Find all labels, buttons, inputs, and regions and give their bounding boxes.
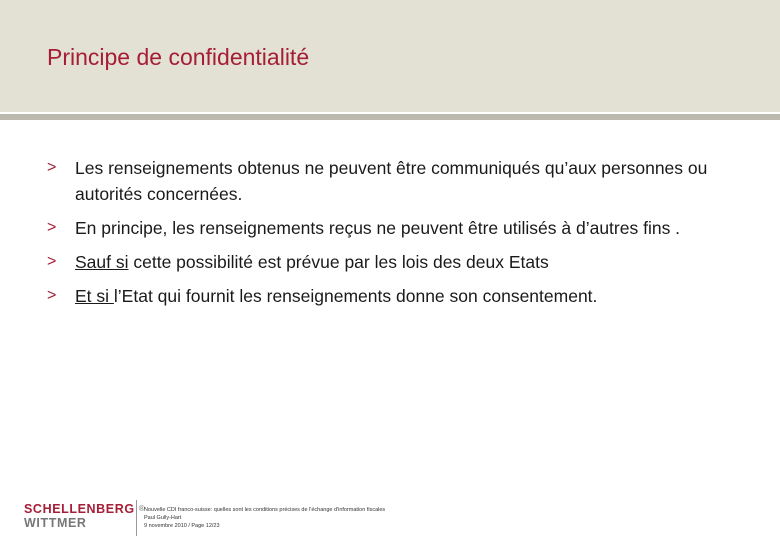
- slide-title: Principe de confidentialité: [47, 44, 310, 70]
- title-bar: [0, 0, 780, 112]
- bullet-item: [47, 249, 747, 275]
- bullet-text: Les renseignements obtenus ne peuvent être communiqués qu’aux personnes ou autorités concernées.: [75, 158, 708, 204]
- bullet-marker: >: [47, 253, 57, 270]
- bullet-item: [47, 215, 747, 241]
- bullet-marker: >: [47, 219, 57, 236]
- footer-text: [144, 506, 385, 530]
- footer-line: 9 novembre 2010 / Page 12/23: [144, 523, 220, 529]
- registered-mark: ®: [138, 504, 146, 513]
- bullet-text: l’Etat qui fournit les renseignements donne son consentement.: [113, 286, 598, 306]
- footer-line: Nouvelle CDI franco-suisse: quelles sont les conditions précises de l'échange d'information fiscales: [144, 507, 386, 513]
- bullet-emphasis: Et si: [75, 286, 114, 306]
- bullet-list: [47, 155, 747, 317]
- logo-text-line1: SCHELLENBERG: [24, 502, 135, 516]
- bullet-marker: >: [47, 159, 57, 176]
- bullet-text: En principe, les renseignements reçus ne peuvent être utilisés à d’autres fins .: [75, 218, 681, 238]
- company-logo: [24, 502, 145, 530]
- bullet-text: cette possibilité est prévue par les lois des deux Etats: [128, 252, 549, 272]
- bullet-item: [47, 155, 747, 207]
- logo-text-line2: WITTMER: [24, 516, 87, 530]
- bullet-marker: >: [47, 287, 57, 304]
- header-divider: [0, 114, 780, 120]
- bullet-emphasis: Sauf si: [75, 252, 129, 272]
- bullet-item: [47, 283, 747, 309]
- footer-divider: [136, 500, 137, 536]
- footer-line: Paul Gully-Hart: [144, 515, 182, 521]
